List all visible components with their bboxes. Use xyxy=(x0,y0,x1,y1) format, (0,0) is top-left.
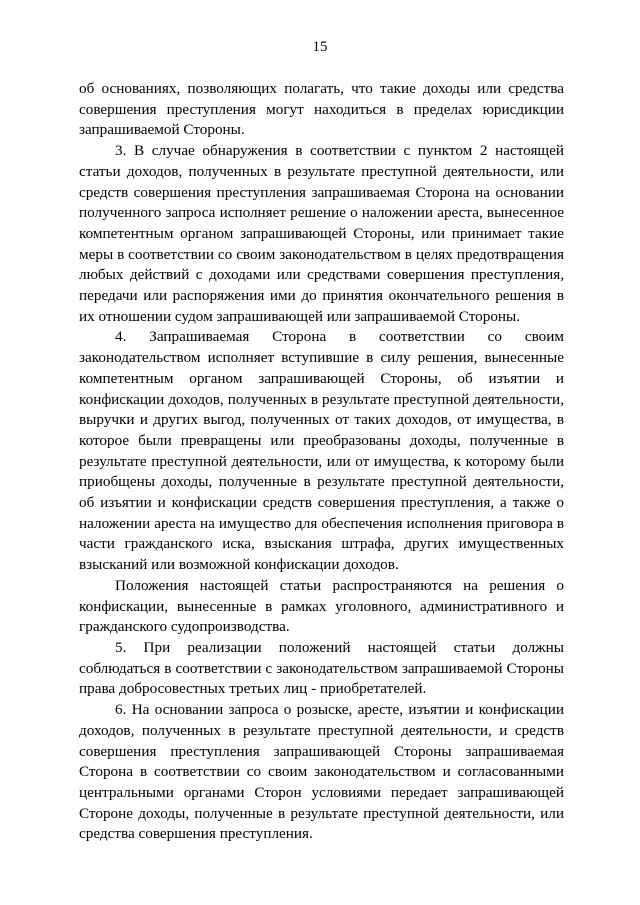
paragraph-item-3: 3. В случае обнаружения в соответствии с пунктом 2 настоящей статьи доходов, полученных в результате преступной деятельности, или средств совершения преступления запрашиваемая Сторона на основании полученного запроса исполняет решение о наложении ареста, вынесенное компетентным органом запрашивающей Стороны, или принимает такие меры в соответствии со своим законодательством в целях предотвращения любых действий с доходами или средствами совершения преступления, передачи или распоряжения ими до принятия окончательного решения в их отношении судом запрашивающей или запрашиваемой Стороны. xyxy=(79,142,564,325)
paragraph-item-4-addendum: Положения настоящей статьи распространяются на решения о конфискации, вынесенные в рамках уголовного, административного и гражданского судопроизводства. xyxy=(79,576,564,636)
document-body xyxy=(79,79,564,845)
paragraph-item-4: 4. Запрашиваемая Сторона в соответствии со своим законодательством исполняет вступившие в силу решения, вынесенные компетентным органом запрашивающей Стороны, об изъятии и конфискации доходов, полученных в результате преступной деятельности, выручки и других выгод, полученных от таких доходов, от имущества, в которое были превращены или преобразованы доходы, полученные в результате преступной деятельности, или от имущества, к которому были приобщены доходы, полученные в результате преступной деятельности, об изъятии и конфискации средств совершения преступления, а также о наложении ареста на имущество для обеспечения исполнения приговора в части гражданского иска, взыскания штрафа, других имущественных взысканий или возможной конфискации доходов. xyxy=(79,328,564,574)
paragraph-item-6: 6. На основании запроса о розыске, аресте, изъятии и конфискации доходов, полученных в результате преступной деятельности, и средств совершения преступления запрашивающей Стороны запрашиваемая Сторона в соответствии со своим законодательством и согласованными центральными органами Сторон условиями передает запрашивающей Стороне доходы, полученные в результате преступной деятельности, или средства совершения преступления. xyxy=(79,701,564,843)
paragraph-item-5: 5. При реализации положений настоящей статьи должны соблюдаться в соответствии с законодательством запрашиваемой Стороны права добросовестных третьих лиц - приобретателей. xyxy=(79,638,564,698)
page-number: 15 xyxy=(312,39,328,55)
paragraph-continuation: об основаниях, позволяющих полагать, что такие доходы или средства совершения преступления могут находиться в пределах юрисдикции запрашиваемой Стороны. xyxy=(79,80,564,139)
